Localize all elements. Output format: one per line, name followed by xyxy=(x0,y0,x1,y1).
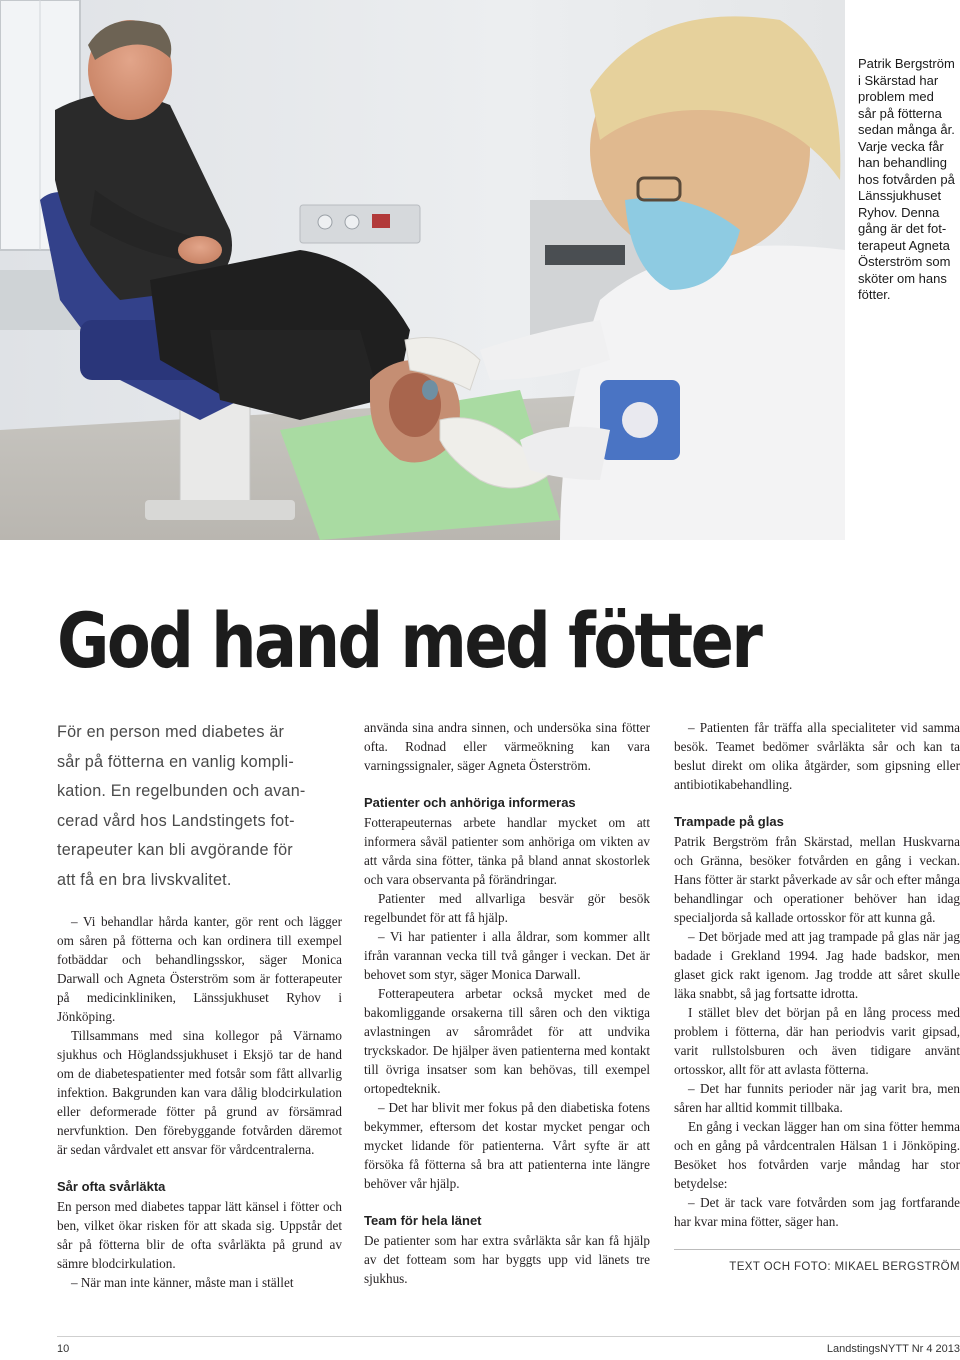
caption-line: Länssjukhuset xyxy=(858,188,942,203)
body-paragraph: – Vi behandlar hårda kanter, gör rent och lägger om såren på fötterna och kan ordinera till exempel fotbäddar och behandlingsskor, säger Monica Darwall och Agneta Österström som är fotterapeuter på medicinkliniken, Länssjukhuset Ryhov i Jönköping. xyxy=(57,914,342,1024)
byline-divider xyxy=(674,1249,960,1250)
subheading: Trampade på glas xyxy=(674,814,784,829)
subheading: Patienter och anhöriga informeras xyxy=(364,795,576,810)
body-paragraph: – När man inte känner, måste man i stället xyxy=(71,1275,294,1290)
magazine-issue: LandstingsNYTT Nr 4 2013 xyxy=(826,1343,960,1355)
body-paragraph: – Vi har patienter i alla åldrar, som kommer allt ifrån varannan vecka till två gånger i veckan. Det är behovet som styr, säger Monica Darwall. xyxy=(364,929,650,982)
subheading: Team för hela länet xyxy=(364,1213,482,1228)
ingress-line: För en person med diabetes är xyxy=(57,723,285,741)
caption-line: Patrik Bergström xyxy=(858,56,955,71)
page-number: 10 xyxy=(57,1343,70,1355)
body-paragraph: – Det började med att jag trampade på glas när jag badade i Grekland 1994. Jag hade badskor, men glaset gick rakt igenom. Jag trodde att såret skulle läka snabbt, så jag fortsatte idrotta. xyxy=(674,929,960,1001)
body-paragraph: De patienter som har extra svårläkta sår kan få hjälp av det fotteam som har byggts upp vid länets tre sjukhus. xyxy=(364,1233,650,1286)
body-paragraph: En gång i veckan lägger han om sina fötter hemma och en gång på vårdcentralen Hälsan 1 i Jönköping. Besöket hos fotvården varje måndag har stor betydelse: xyxy=(674,1119,960,1191)
body-paragraph: Fotterapeuternas arbete handlar mycket om att informera såväl patienter som anhöriga om vikten av att vårda sina fötter, tänka på bland annat skostorlek och vara observanta på förändringar. xyxy=(364,815,650,887)
article-headline: God hand med fötter xyxy=(57,596,761,685)
caption-line: problem med xyxy=(858,89,934,104)
caption-line: gång är det fot- xyxy=(858,221,947,236)
article-column-1 xyxy=(57,718,342,1292)
ingress-line: terapeuter kan bli avgörande för xyxy=(57,841,293,859)
photo-caption xyxy=(858,56,958,304)
caption-line: sedan många år. xyxy=(858,122,955,137)
body-paragraph: – Patienten får träffa alla specialiteter vid samma besök. Teamet bedömer svårläkta sår och kan ta beslut direkt om olika åtgärder, som gipsning eller antibiotikabehandling. xyxy=(674,720,960,792)
photo-illustration xyxy=(0,0,845,540)
caption-line: han behandling xyxy=(858,155,947,170)
ingress-line: sår på fötterna en vanlig kompli- xyxy=(57,752,294,771)
caption-line: fötter. xyxy=(858,287,891,302)
subheading: Sår ofta svårläkta xyxy=(57,1179,166,1194)
caption-line: sköter om hans xyxy=(858,270,947,286)
ingress-line: kation. En regelbunden och avan- xyxy=(57,782,306,800)
caption-line: hos fotvården på xyxy=(858,171,955,187)
caption-line: i Skärstad har xyxy=(858,72,939,88)
caption-line: sår på fötterna xyxy=(858,105,942,121)
body-paragraph: I stället blev det början på en lång process med problem i fötterna, där han periodvis varit gipsad, varit rullstolsburen och även tidigare använt ortosskor, allt för att avlasta fötterna. xyxy=(674,1005,960,1077)
body-paragraph: En person med diabetes tappar lätt känsel i fötter och ben, vilket ökar risken för att skada sig. Uppstår det sår på fötterna blir de ofta svårläkta på grund av sämre blodcirkulation. xyxy=(57,1199,342,1271)
byline: TEXT OCH FOTO: MIKAEL BERGSTRÖM xyxy=(729,1261,960,1273)
ingress-line: cerad vård hos Landstingets fot- xyxy=(57,811,295,830)
body-paragraph: Patrik Bergström från Skärstad, mellan Huskvarna och Gränna, besöker fotvården en gång i veckan. Hans fötter är starkt påverkade av sår och efter många behandlingar och operationer behöver han idag specialjorda så kallade ortosskor för att kunna gå. xyxy=(674,834,960,925)
body-paragraph: – Det är tack vare fotvården som jag fortfarande har kvar mina fötter, säger han. xyxy=(674,1195,960,1229)
article-column-3 xyxy=(674,718,960,1277)
body-paragraph: Tillsammans med sina kollegor på Värnamo sjukhus och Höglandssjukhuset i Eksjö tar de hand om de diabetespatienter med fotsår som fått allvarlig infektion. Bakgrunden kan vara dålig blodcirkulation eller deformerade fötter på grund av försämrad nervfunktion. Den förebyggande fotvården däremot är sedan vårdvalet ett ansvar för vårdcentralerna. xyxy=(57,1028,342,1157)
footer-divider xyxy=(57,1336,960,1337)
body-paragraph: Patienter med allvarliga besvär gör besök regelbundet för att få hjälp. xyxy=(364,891,650,925)
foot-care-treatment-photo xyxy=(0,0,845,540)
body-paragraph: Fotterapeutera arbetar också mycket med de bakomliggande orsakerna till såren och den viktiga avlastningen av sårområdet för att undvika tryckskador. De hjälper även patienterna med kontakt till övriga insatser som kan behövas, till exempel ortopedteknik. xyxy=(364,986,650,1096)
body-paragraph: – Det har funnits perioder när jag varit bra, men såren har alltid kommit tillbaka. xyxy=(674,1081,960,1115)
body-paragraph: – Det har blivit mer fokus på den diabetiska fotens bekymmer, eftersom det kostar mycket pengar och mycket lidande för patienterna. Vårt syfte är att försöka få fötterna så bra att patienterna inte längre behöver vår hjälp. xyxy=(364,1100,650,1191)
caption-line: Ryhov. Denna xyxy=(858,204,940,220)
caption-line: Österström som xyxy=(858,254,951,269)
caption-line: terapeut Agneta xyxy=(858,237,950,253)
article-ingress xyxy=(57,718,342,895)
ingress-line: att få en bra livskvalitet. xyxy=(57,870,232,889)
article-column-2 xyxy=(364,718,650,1288)
caption-line: Varje vecka får xyxy=(858,138,944,154)
body-paragraph: använda sina andra sinnen, och undersöka sina fötter ofta. Rodnad eller värmeökning kan vara varningssignaler, säger Agneta Österström. xyxy=(364,720,650,773)
